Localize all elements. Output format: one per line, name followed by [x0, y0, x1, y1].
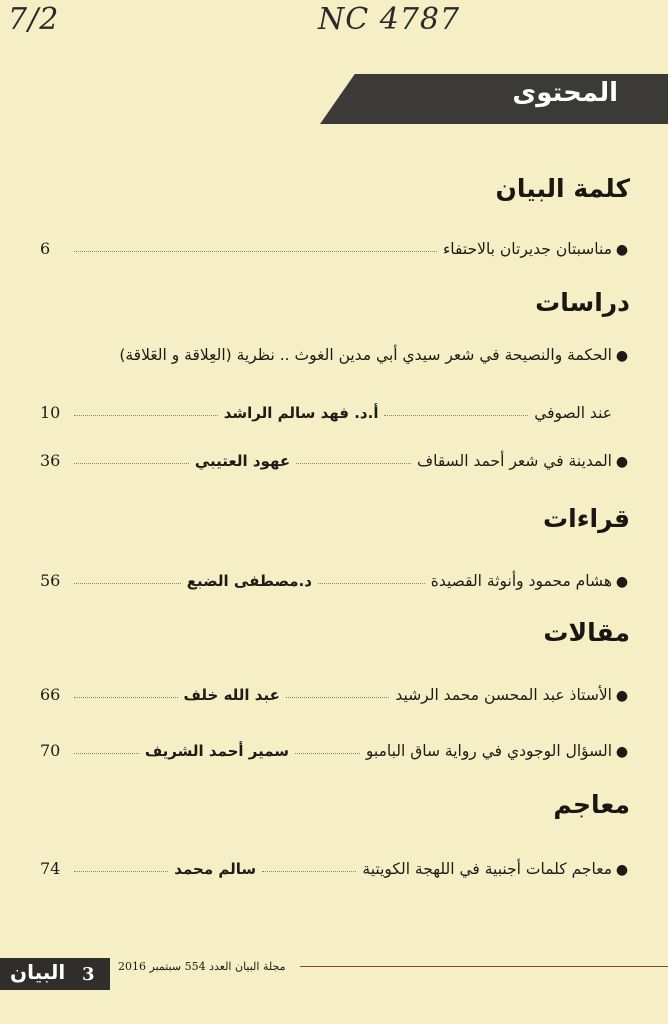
- footer-issue-info: مجلة البيان العدد 554 سبتمبر 2016: [118, 960, 286, 973]
- leader-dots: [74, 583, 181, 584]
- toc-entry[interactable]: [40, 228, 632, 258]
- leader-dots: [74, 753, 139, 754]
- section-heading-articles: مقالات: [543, 618, 630, 647]
- entry-page-number: 36: [39, 451, 61, 470]
- toc-entry[interactable]: [40, 730, 632, 760]
- entry-title: المدينة في شعر أحمد السقاف: [417, 452, 612, 470]
- entry-title: السؤال الوجودي في رواية ساق البامبو: [365, 742, 612, 760]
- entry-page-number: 10: [40, 403, 61, 422]
- magazine-logo: البيان: [10, 960, 66, 984]
- bullet-icon: ●: [615, 862, 629, 878]
- entry-page-number: 6: [40, 239, 51, 258]
- leader-dots: [262, 871, 356, 872]
- bullet-icon: ●: [615, 574, 629, 590]
- entry-author: عبد الله خلف: [183, 686, 280, 704]
- bullet-icon: ●: [615, 744, 629, 760]
- section-heading-dictionaries: معاجم: [553, 790, 630, 819]
- entry-author: أ.د. فهد سالم الراشد: [223, 404, 379, 422]
- leader-dots: [74, 463, 189, 464]
- leader-dots: [318, 583, 425, 584]
- handwritten-page-note: 7/2: [8, 2, 60, 37]
- entry-author: سمير أحمد الشريف: [144, 742, 290, 760]
- bullet-icon: ●: [615, 688, 629, 704]
- toc-entry[interactable]: [40, 848, 632, 878]
- leader-dots: [74, 697, 178, 698]
- entry-page-number: 66: [40, 685, 61, 704]
- leader-dots: [74, 871, 168, 872]
- bullet-icon: ●: [615, 242, 629, 258]
- bullet-icon: ●: [615, 454, 629, 470]
- toc-entry[interactable]: [40, 440, 632, 470]
- toc-entry[interactable]: [40, 674, 632, 704]
- section-heading-readings: قراءات: [543, 504, 630, 533]
- leader-dots: [286, 697, 390, 698]
- page-title: المحتوى: [512, 78, 618, 108]
- entry-title: الأستاذ عبد المحسن محمد الرشيد: [395, 686, 612, 704]
- leader-dots: [74, 251, 437, 252]
- footer-page-number: 3: [82, 963, 95, 985]
- footer-rule: [300, 966, 668, 967]
- toc-entry[interactable]: [40, 392, 612, 422]
- leader-dots: [384, 415, 528, 416]
- entry-author: د.مصطفى الضبع: [186, 572, 312, 590]
- handwritten-catalog-number: NC 4787: [318, 2, 461, 37]
- leader-dots: [74, 415, 218, 416]
- entry-title: هشام محمود وأنوثة القصيدة: [430, 572, 612, 590]
- entry-author: عهود العتيبي: [194, 452, 291, 470]
- bullet-icon: ●: [615, 348, 629, 364]
- entry-title: مناسبتان جديرتان بالاحتفاء: [443, 240, 612, 258]
- entry-page-number: 74: [40, 859, 61, 878]
- entry-title-first-line: الحكمة والنصيحة في شعر سيدي أبي مدين الغوث .. نظرية (العِلاقة و العَلاقة): [119, 346, 612, 364]
- leader-dots: [296, 463, 411, 464]
- section-heading-studies: دراسات: [535, 288, 630, 317]
- section-heading-editorial: كلمة البيان: [495, 174, 630, 203]
- entry-page-number: 56: [40, 571, 61, 590]
- entry-page-number: 70: [39, 741, 61, 760]
- leader-dots: [295, 753, 360, 754]
- entry-title: معاجم كلمات أجنبية في اللهجة الكويتية: [362, 860, 612, 878]
- entry-title-line1: [119, 346, 632, 364]
- entry-title: عند الصوفي: [534, 404, 612, 422]
- toc-entry[interactable]: [40, 560, 632, 590]
- entry-author: سالم محمد: [174, 860, 257, 878]
